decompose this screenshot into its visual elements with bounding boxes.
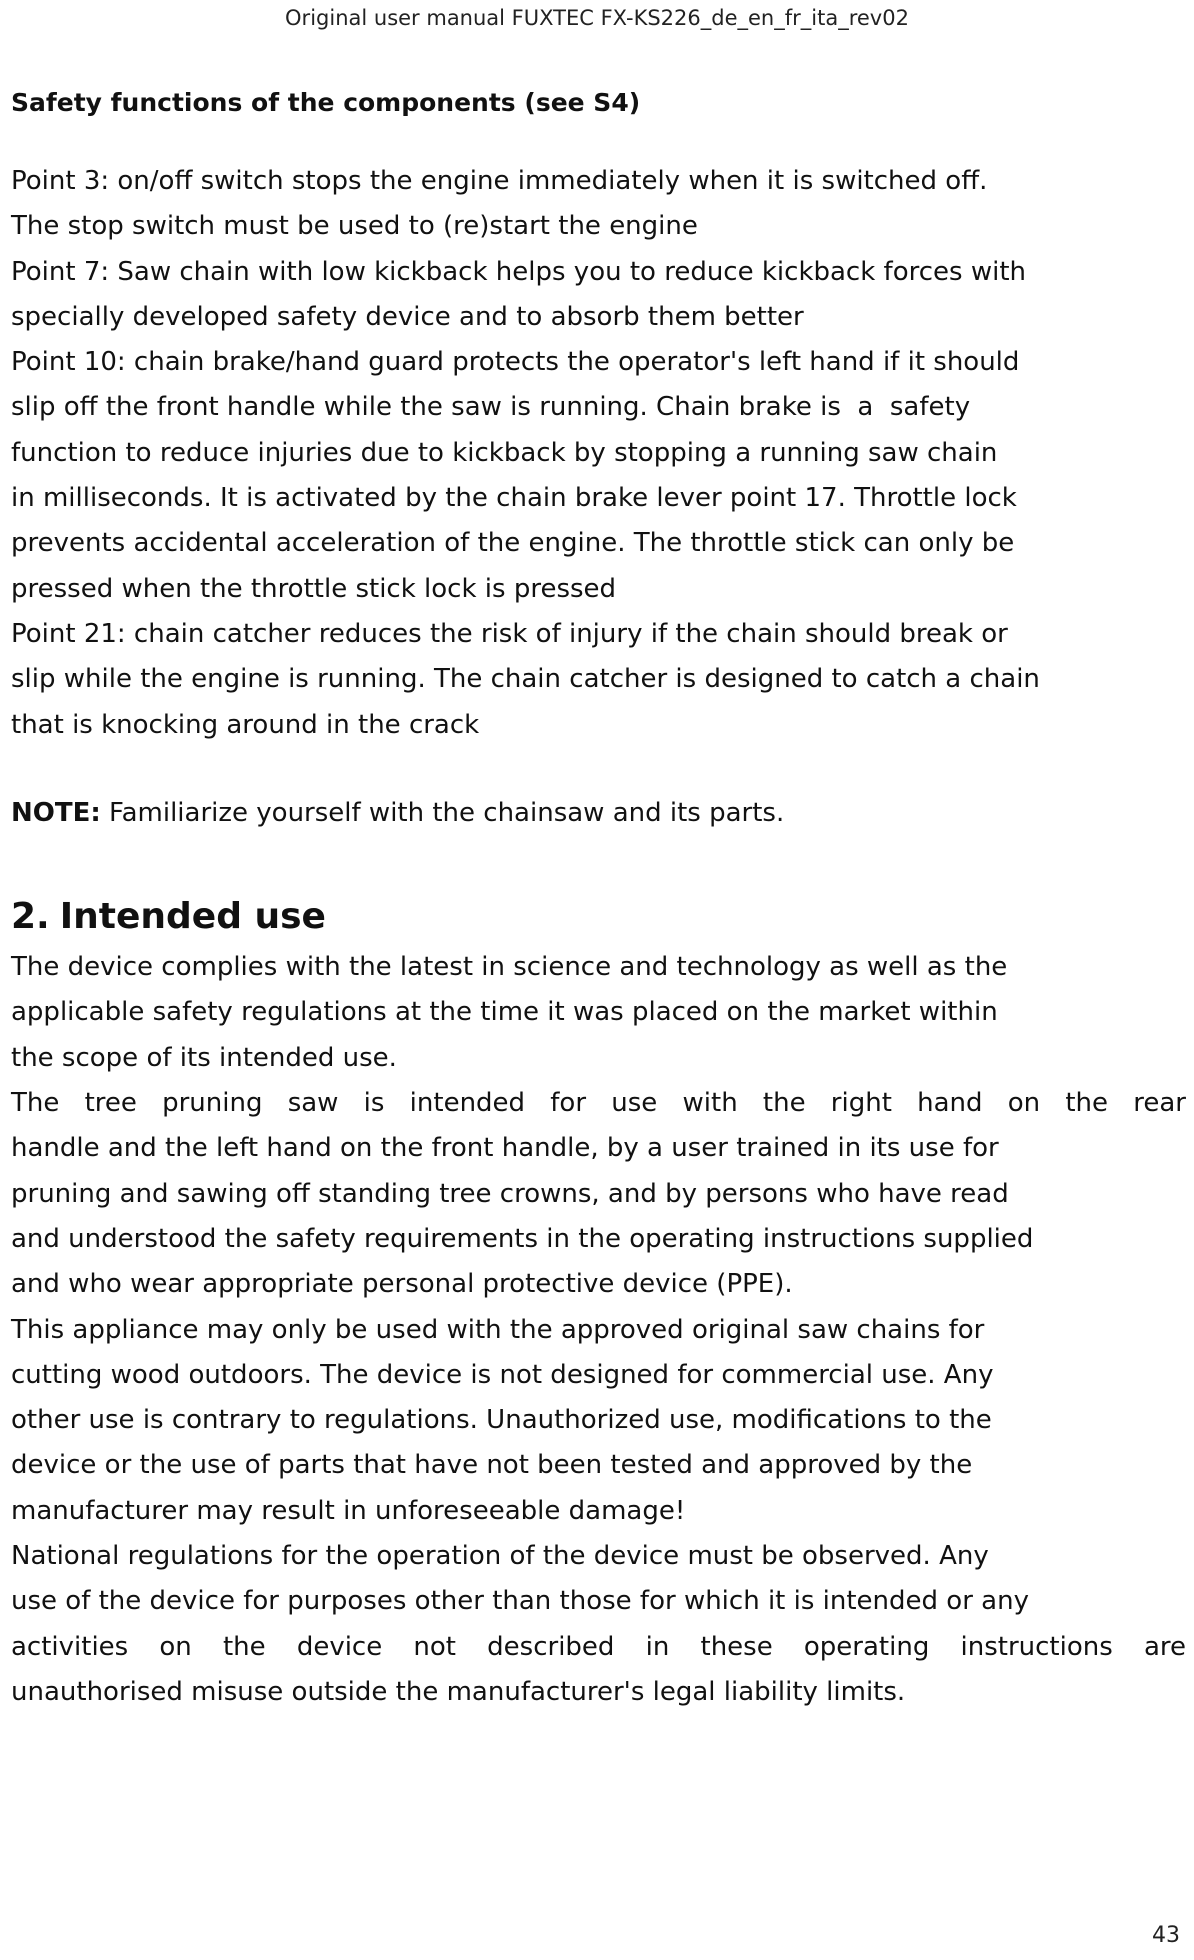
safety-functions-text [11, 159, 1186, 748]
section-heading-title: Intended use [59, 896, 326, 938]
text-line: that is knocking around in the crack [11, 709, 480, 740]
note [11, 791, 1186, 836]
note-text: Familiarize yourself with the chainsaw and its parts. [100, 797, 785, 828]
text-line: slip while the engine is running. The chain catcher is designed to catch a chain [11, 664, 1040, 695]
text-line: pressed when the throttle stick lock is pressed [11, 573, 617, 604]
text-line: prevents accidental acceleration of the engine. The throttle stick can only be [11, 528, 1015, 559]
text-line: Point 21: chain catcher reduces the risk of injury if the chain should break or [11, 618, 1008, 649]
text-line: and understood the safety requirements in the operating instructions supplied [11, 1223, 1034, 1254]
text-line: manufacturer may result in unforeseeable damage! [11, 1495, 686, 1526]
text-line: function to reduce injuries due to kickback by stopping a running saw chain [11, 437, 998, 468]
text-line: unauthorised misuse outside the manufacturer's legal liability limits. [11, 1676, 906, 1707]
text-line: device or the use of parts that have not been tested and approved by the [11, 1450, 973, 1481]
text-line: The stop switch must be used to (re)start the engine [11, 211, 698, 242]
text-line: activities on the device not described in these operating instructions are [11, 1631, 1186, 1662]
text-line: Point 3: on/off switch stops the engine immediately when it is switched off. [11, 166, 988, 196]
text-line: in milliseconds. It is activated by the chain brake lever point 17. Throttle lock [11, 483, 1017, 514]
text-line: and who wear appropriate personal protective device (PPE). [11, 1269, 793, 1300]
text-line: use of the device for purposes other than those for which it is intended or any [11, 1586, 1029, 1617]
page-content [11, 88, 1186, 1715]
intended-use-text [11, 945, 1186, 1715]
text-line: handle and the left hand on the front handle, by a user trained in its use for [11, 1133, 999, 1164]
text-line: Point 7: Saw chain with low kickback helps you to reduce kickback forces with [11, 256, 1026, 287]
section-number: 2. [11, 896, 50, 938]
text-line: pruning and sawing off standing tree crowns, and by persons who have read [11, 1178, 1009, 1209]
text-line: applicable safety regulations at the time it was placed on the market within [11, 997, 998, 1028]
section-title: Safety functions of the components (see S4) [11, 88, 641, 117]
page-header: Original user manual FUXTEC FX-KS226_de_en_fr_ita_rev02 [285, 6, 909, 30]
text-line: This appliance may only be used with the approved original saw chains for [11, 1314, 985, 1345]
text-line: cutting wood outdoors. The device is not designed for commercial use. Any [11, 1359, 994, 1390]
page-number: 43 [1152, 1923, 1180, 1948]
text-line: The tree pruning saw is intended for use with the right hand on the rear [11, 1088, 1186, 1119]
text-line: the scope of its intended use. [11, 1042, 397, 1073]
text-line: slip off the front handle while the saw is running. Chain brake is a safety [11, 392, 971, 423]
text-line: Point 10: chain brake/hand guard protects the operator's left hand if it should [11, 347, 1020, 378]
section-heading [11, 892, 1186, 942]
note-label: NOTE: [11, 797, 101, 828]
text-line: The device complies with the latest in science and technology as well as the [11, 952, 1008, 983]
text-line: National regulations for the operation of the device must be observed. Any [11, 1541, 989, 1572]
text-line: specially developed safety device and to absorb them better [11, 301, 804, 332]
text-line: other use is contrary to regulations. Unauthorized use, modifications to the [11, 1405, 992, 1436]
